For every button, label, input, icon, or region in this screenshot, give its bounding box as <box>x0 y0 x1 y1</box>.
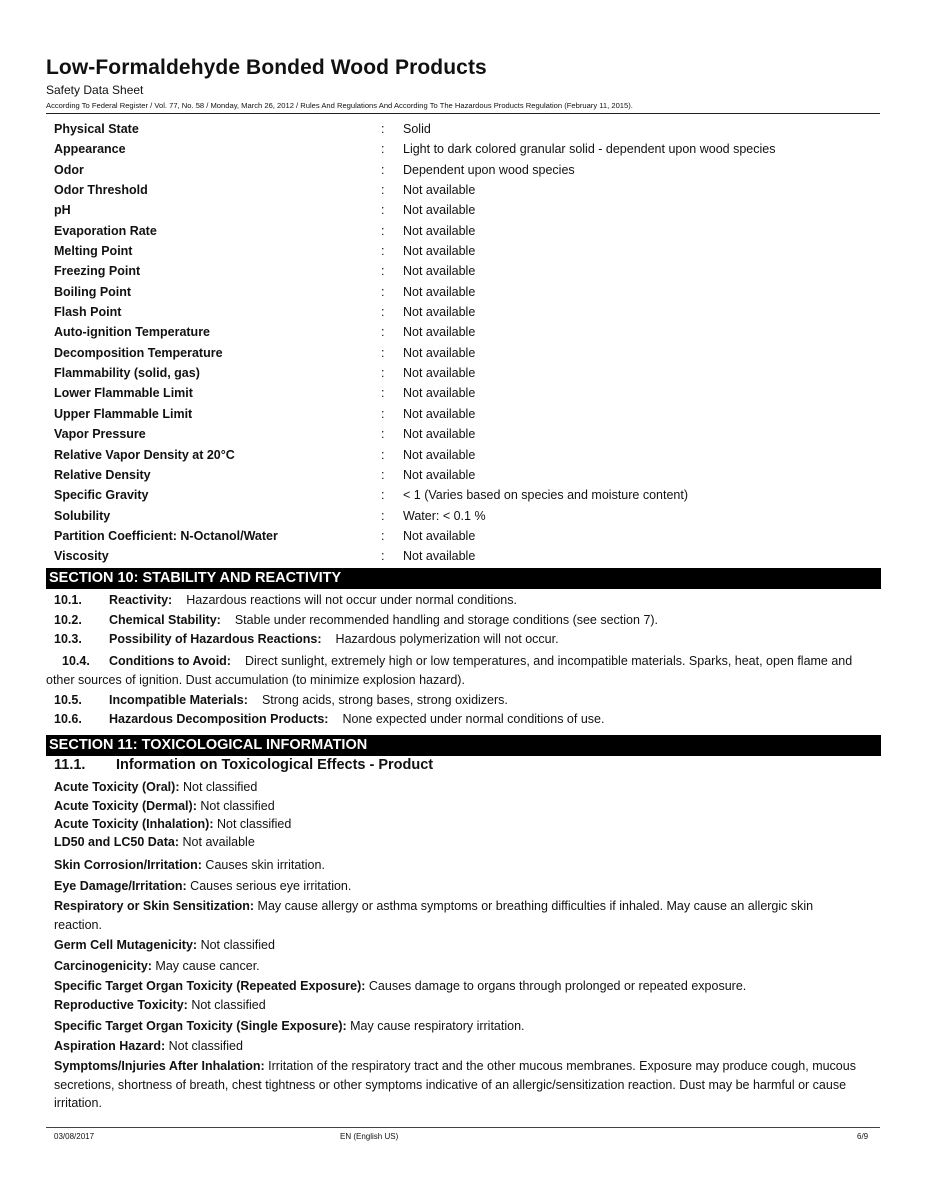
footer-page-number: 6/9 <box>857 1132 869 1141</box>
property-label: Relative Vapor Density at 20°C <box>54 447 235 462</box>
tox-acute-dermal <box>54 797 864 816</box>
property-value: Solid <box>403 122 431 136</box>
property-colon: : <box>381 345 385 360</box>
property-value: Not available <box>403 284 476 299</box>
tox-label: Acute Toxicity (Dermal): <box>54 799 197 813</box>
item-text: Direct sunlight, extremely high or low temperatures, and incompatible materials. Sparks, heat, open flame and other sources of ignition. Dust accumulation (to minimize explosion hazard). <box>46 654 853 687</box>
property-row <box>54 262 874 282</box>
property-label: Freezing Point <box>54 264 141 279</box>
tox-text: May cause respiratory irritation. <box>350 1019 525 1033</box>
tox-text: May cause cancer. <box>155 959 260 973</box>
tox-label: Symptoms/Injuries After Inhalation: <box>54 1059 265 1073</box>
tox-label: Specific Target Organ Toxicity (Single Exposure): <box>54 1019 347 1033</box>
property-label: Vapor Pressure <box>54 427 146 442</box>
property-value: Not available <box>403 528 476 543</box>
tox-label: Skin Corrosion/Irritation: <box>54 858 202 872</box>
item-title: Conditions to Avoid: <box>109 654 231 668</box>
property-colon: : <box>381 528 385 543</box>
property-colon: : <box>381 427 385 442</box>
property-row <box>54 507 874 527</box>
property-row <box>54 303 874 323</box>
item-title: Chemical Stability: <box>109 613 221 627</box>
property-row <box>54 222 874 242</box>
property-colon: : <box>381 305 385 320</box>
property-row <box>54 161 874 181</box>
property-value: Light to dark colored granular solid - dependent upon wood species <box>403 142 776 157</box>
section-10-3 <box>54 630 874 649</box>
property-row <box>54 384 874 404</box>
section-10-6 <box>54 710 874 729</box>
property-row <box>54 181 874 201</box>
tox-text: Irritation of the respiratory tract and the other mucous membranes. Exposure may produce cough, mucous secretions, shortness of breath, chest tightness or other symptoms indicative of an allergic/sensitization reaction. Dust may be harmful or cause irritation. <box>54 1059 856 1110</box>
tox-text: Not classified <box>200 938 275 952</box>
item-text: Hazardous reactions will not occur under normal conditions. <box>186 593 517 607</box>
tox-label: Eye Damage/Irritation: <box>54 879 187 893</box>
tox-text: May cause allergy or asthma symptoms or breathing difficulties if inhaled. May cause an allergic skin reaction. <box>54 899 814 932</box>
property-label: Evaporation Rate <box>54 223 157 238</box>
item-title: Incompatible Materials: <box>109 693 248 707</box>
tox-label: Acute Toxicity (Inhalation): <box>54 817 214 831</box>
property-label: Upper Flammable Limit <box>54 406 193 421</box>
property-label: Melting Point <box>54 244 133 259</box>
item-number: 10.2. <box>54 613 82 627</box>
section-10-heading: SECTION 10: STABILITY AND REACTIVITY <box>46 568 881 589</box>
tox-text: Causes damage to organs through prolonged or repeated exposure. <box>368 979 747 993</box>
property-value: < 1 (Varies based on species and moisture content) <box>403 488 688 503</box>
section-10-2 <box>54 611 874 630</box>
property-row <box>54 344 874 364</box>
property-colon: : <box>381 508 385 523</box>
property-value: Not available <box>403 366 476 381</box>
property-row <box>54 140 874 160</box>
property-row <box>54 466 874 486</box>
property-row <box>54 547 874 567</box>
physical-properties-list <box>54 120 874 568</box>
item-title: Reactivity: <box>109 593 173 607</box>
property-label: pH <box>54 203 71 218</box>
property-colon: : <box>381 467 385 482</box>
property-value: Not available <box>403 386 476 401</box>
property-row <box>54 323 874 343</box>
property-label: Viscosity <box>54 549 109 564</box>
document-subtitle: Safety Data Sheet <box>46 83 144 97</box>
tox-text: Causes serious eye irritation. <box>190 879 352 893</box>
property-label: Lower Flammable Limit <box>54 386 193 401</box>
subsection-number: 11.1. <box>54 757 86 773</box>
property-label: Physical State <box>54 122 139 136</box>
property-row <box>54 201 874 221</box>
property-colon: : <box>381 366 385 381</box>
property-label: Decomposition Temperature <box>54 345 223 360</box>
footer-language: EN (English US) <box>340 1132 399 1141</box>
tox-text: Causes skin irritation. <box>205 858 325 872</box>
item-number: 10.4. <box>62 654 90 668</box>
tox-text: Not classified <box>182 780 258 794</box>
property-value: Not available <box>403 244 476 259</box>
property-value: Not available <box>403 549 476 564</box>
property-label: Flash Point <box>54 305 122 320</box>
property-label: Odor Threshold <box>54 183 148 198</box>
property-label: Boiling Point <box>54 284 132 299</box>
tox-label: Germ Cell Mutagenicity: <box>54 938 198 952</box>
tox-carcinogenicity <box>54 957 864 976</box>
tox-germ-cell <box>54 936 864 955</box>
tox-text: Not classified <box>191 998 266 1012</box>
property-colon: : <box>381 488 385 503</box>
tox-text: Not classified <box>200 799 275 813</box>
tox-reproductive <box>54 996 864 1015</box>
property-value: Not available <box>403 447 476 462</box>
property-row <box>54 364 874 384</box>
item-text: Hazardous polymerization will not occur. <box>335 632 559 646</box>
subsection-title: Information on Toxicological Effects - Product <box>116 757 434 773</box>
property-row <box>54 446 874 466</box>
footer-date: 03/08/2017 <box>54 1132 95 1141</box>
property-value: Dependent upon wood species <box>403 162 575 177</box>
property-row <box>54 120 874 140</box>
property-row <box>54 425 874 445</box>
tox-label: Aspiration Hazard: <box>54 1039 166 1053</box>
tox-inhalation-symptoms <box>54 1057 864 1113</box>
item-text: Stable under recommended handling and storage conditions (see section 7). <box>234 613 659 627</box>
property-colon: : <box>381 223 385 238</box>
tox-label: Carcinogenicity: <box>54 959 152 973</box>
property-colon: : <box>381 447 385 462</box>
property-row <box>54 242 874 262</box>
tox-text: Not classified <box>216 817 292 831</box>
property-label: Specific Gravity <box>54 488 149 503</box>
section-11-1-heading <box>54 757 433 773</box>
property-row <box>54 486 874 506</box>
tox-text: Not classified <box>168 1039 243 1053</box>
footer-divider <box>46 1127 880 1128</box>
tox-eye-damage <box>54 877 864 896</box>
document-title: Low-Formaldehyde Bonded Wood Products <box>46 56 487 79</box>
property-value: Not available <box>403 264 476 279</box>
tox-label: Specific Target Organ Toxicity (Repeated Exposure): <box>54 979 366 993</box>
property-label: Flammability (solid, gas) <box>54 366 200 381</box>
tox-aspiration <box>54 1037 864 1056</box>
item-number: 10.5. <box>54 693 82 707</box>
tox-text: Not available <box>182 835 255 849</box>
tox-skin-corrosion <box>54 856 864 875</box>
property-label: Appearance <box>54 142 126 157</box>
item-text: Strong acids, strong bases, strong oxidizers. <box>261 693 508 707</box>
tox-label: LD50 and LC50 Data: <box>54 835 180 849</box>
property-colon: : <box>381 325 385 340</box>
property-value: Water: < 0.1 % <box>403 508 486 523</box>
item-number: 10.1. <box>54 593 82 607</box>
property-colon: : <box>381 162 385 177</box>
item-title: Hazardous Decomposition Products: <box>109 712 329 726</box>
property-colon: : <box>381 142 385 157</box>
property-value: Not available <box>403 345 476 360</box>
property-row <box>54 527 874 547</box>
tox-ld50-lc50 <box>54 833 864 852</box>
property-colon: : <box>381 406 385 421</box>
property-colon: : <box>381 284 385 299</box>
property-label: Partition Coefficient: N-Octanol/Water <box>54 528 278 543</box>
tox-sensitization <box>54 897 864 934</box>
property-colon: : <box>381 549 385 564</box>
property-value: Not available <box>403 406 476 421</box>
property-colon: : <box>381 386 385 401</box>
property-label: Relative Density <box>54 467 151 482</box>
item-number: 10.3. <box>54 632 82 646</box>
tox-label: Acute Toxicity (Oral): <box>54 780 180 794</box>
section-10-5 <box>54 691 874 710</box>
property-colon: : <box>381 122 385 136</box>
property-row <box>54 283 874 303</box>
tox-label: Reproductive Toxicity: <box>54 998 188 1012</box>
regulation-reference: According To Federal Register / Vol. 77, No. 58 / Monday, March 26, 2012 / Rules And Regulations And According To The Hazardous Products Regulation (February 11, 2015). <box>46 101 633 110</box>
property-colon: : <box>381 264 385 279</box>
property-value: Not available <box>403 325 476 340</box>
tox-label: Respiratory or Skin Sensitization: <box>54 899 255 913</box>
property-value: Not available <box>403 203 476 218</box>
tox-stot-single <box>54 1017 864 1036</box>
property-label: Solubility <box>54 508 111 523</box>
section-10-1 <box>54 591 874 610</box>
property-value: Not available <box>403 427 476 442</box>
property-colon: : <box>381 203 385 218</box>
item-title: Possibility of Hazardous Reactions: <box>109 632 322 646</box>
section-11-heading: SECTION 11: TOXICOLOGICAL INFORMATION <box>46 735 881 756</box>
property-colon: : <box>381 183 385 198</box>
property-label: Auto-ignition Temperature <box>54 325 211 340</box>
property-label: Odor <box>54 162 84 177</box>
tox-acute-oral <box>54 778 864 797</box>
item-number: 10.6. <box>54 712 82 726</box>
property-value: Not available <box>403 467 476 482</box>
header-divider <box>46 113 880 114</box>
property-value: Not available <box>403 305 476 320</box>
section-10-4 <box>46 652 876 690</box>
item-text: None expected under normal conditions of use. <box>342 712 605 726</box>
tox-stot-repeated <box>54 977 864 996</box>
property-value: Not available <box>403 223 476 238</box>
property-row <box>54 405 874 425</box>
property-colon: : <box>381 244 385 259</box>
property-value: Not available <box>403 183 476 198</box>
tox-acute-inhalation <box>54 815 864 834</box>
